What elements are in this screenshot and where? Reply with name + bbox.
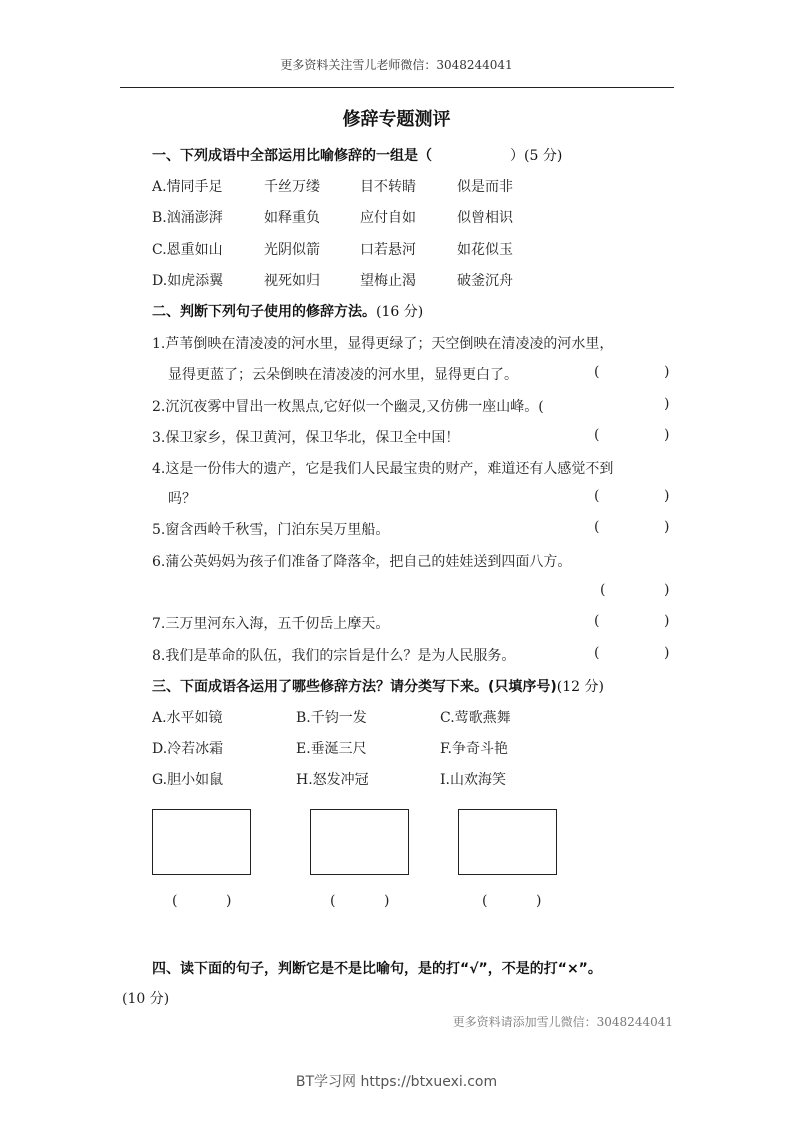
question-6: 6.蒲公英妈妈为孩子们准备了降落伞，把自己的娃娃送到四面八方。 xyxy=(152,554,572,570)
idiom: 口若悬河 xyxy=(360,242,416,258)
answer-open: ( xyxy=(594,613,600,629)
answer-close: ) xyxy=(664,613,670,629)
answer-open: ( xyxy=(594,427,600,443)
idiom: 望梅止渴 xyxy=(360,273,416,289)
option-label: D. xyxy=(152,273,168,289)
section3-heading xyxy=(152,676,604,696)
answer-close: ) xyxy=(664,364,670,380)
question-4-line2: 吗？ xyxy=(168,491,196,507)
section1-score xyxy=(510,145,562,165)
category-open: ( xyxy=(482,893,488,909)
header-note: 更多资料关注雪儿老师微信：3048244041 xyxy=(280,58,513,72)
option-label: C. xyxy=(152,242,167,258)
answer-close: ) xyxy=(664,519,670,535)
option-label: B. xyxy=(152,210,167,226)
idiom: 光阴似箭 xyxy=(264,242,320,258)
category-open: ( xyxy=(330,893,336,909)
question-4-line1: 4.这是一份伟大的遗产，它是我们人民最宝贵的财产，难道还有人感觉不到 xyxy=(152,461,614,477)
idiom-b: B.千钧一发 xyxy=(296,710,367,726)
category-close: ) xyxy=(384,893,390,909)
footer-site[interactable]: BT学习网 https://btxuexi.com xyxy=(295,1074,498,1090)
idiom: 情同手足 xyxy=(166,179,223,195)
idiom: 如花似玉 xyxy=(457,242,513,258)
idiom: 破釜沉舟 xyxy=(457,273,513,289)
section4-score: (10 分) xyxy=(122,991,170,1007)
section1-heading xyxy=(152,145,432,165)
answer-open: ( xyxy=(594,364,600,380)
question-5: 5.窗含西岭千秋雪，门泊东吴万里船。 xyxy=(152,522,390,538)
option-c xyxy=(152,239,223,259)
answer-close: ) xyxy=(664,427,670,443)
footer-note: 更多资料请添加雪儿微信：3048244041 xyxy=(452,1015,673,1029)
idiom: 应付自如 xyxy=(360,210,416,226)
category-close: ) xyxy=(536,893,542,909)
answer-open: ( xyxy=(594,645,600,661)
answer-box-2[interactable] xyxy=(310,809,409,875)
answer-open: ( xyxy=(594,488,600,504)
idiom: 似是而非 xyxy=(457,179,513,195)
section2-heading-text: 二、判断下列句子使用的修辞方法。 xyxy=(152,304,376,320)
answer-open: ( xyxy=(600,582,606,598)
idiom: 如释重负 xyxy=(264,210,320,226)
question-2: 2.沉沉夜雾中冒出一枚黑点,它好似一个幽灵,又仿佛一座山峰。( xyxy=(152,399,544,415)
question-3: 3.保卫家乡，保卫黄河，保卫华北，保卫全中国！ xyxy=(152,430,460,446)
idiom-f: F.争奇斗艳 xyxy=(440,741,508,757)
idiom: 汹涌澎湃 xyxy=(166,210,223,226)
option-b xyxy=(152,207,223,227)
question-8: 8.我们是革命的队伍，我们的宗旨是什么？是为人民服务。 xyxy=(152,648,516,664)
idiom: 千丝万缕 xyxy=(264,179,320,195)
category-close: ) xyxy=(226,893,232,909)
question-1-line2: 显得更蓝了；云朵倒映在清凌凌的河水里，显得更白了。 xyxy=(168,367,518,383)
idiom-d: D.冷若冰霜 xyxy=(152,741,224,757)
idiom: 如虎添翼 xyxy=(167,273,224,289)
header-divider xyxy=(120,87,674,88)
section4-heading-text: 四、读下面的句子，判断它是不是比喻句，是的打“√”，不是的打“×”。 xyxy=(152,961,602,977)
answer-close: ) xyxy=(664,582,670,598)
idiom: 恩重如山 xyxy=(166,242,223,258)
answer-box-1[interactable] xyxy=(152,809,251,875)
page-title: 修辞专题测评 xyxy=(342,109,451,130)
idiom-h: H.怒发冲冠 xyxy=(296,772,369,788)
idiom-e: E.垂涎三尺 xyxy=(296,741,367,757)
question-7: 7.三万里河东入海，五千仞岳上摩天。 xyxy=(152,616,390,632)
answer-close: ) xyxy=(664,645,670,661)
idiom: 视死如归 xyxy=(264,273,320,289)
section1-heading-tail: ）(5 分) xyxy=(510,148,563,164)
answer-close: ) xyxy=(664,488,670,504)
idiom-c: C.莺歌燕舞 xyxy=(440,710,511,726)
idiom: 似曾相识 xyxy=(457,210,513,226)
idiom-g: G.胆小如鼠 xyxy=(152,772,224,788)
section2-score: (16 分) xyxy=(376,304,424,320)
option-a xyxy=(152,176,223,196)
answer-open: ( xyxy=(594,519,600,535)
idiom: 目不转睛 xyxy=(360,179,416,195)
section3-score: (12 分) xyxy=(556,679,604,695)
answer-box-3[interactable] xyxy=(458,809,557,875)
section1-heading-text: 一、下列成语中全部运用比喻修辞的一组是（ xyxy=(152,148,432,164)
question-1-line1: 1.芦苇倒映在清凌凌的河水里，显得更绿了；天空倒映在清凌凌的河水里， xyxy=(152,336,614,352)
section4-heading xyxy=(152,958,602,978)
category-open: ( xyxy=(172,893,178,909)
section3-heading-text: 三、下面成语各运用了哪些修辞方法？请分类写下来。(只填序号) xyxy=(152,679,557,695)
option-d xyxy=(152,270,223,290)
idiom-i: I.山欢海笑 xyxy=(440,772,506,788)
option-label: A. xyxy=(152,179,167,195)
answer-close: ) xyxy=(664,396,670,412)
idiom-a: A.水平如镜 xyxy=(152,710,223,726)
section2-heading xyxy=(152,301,423,321)
